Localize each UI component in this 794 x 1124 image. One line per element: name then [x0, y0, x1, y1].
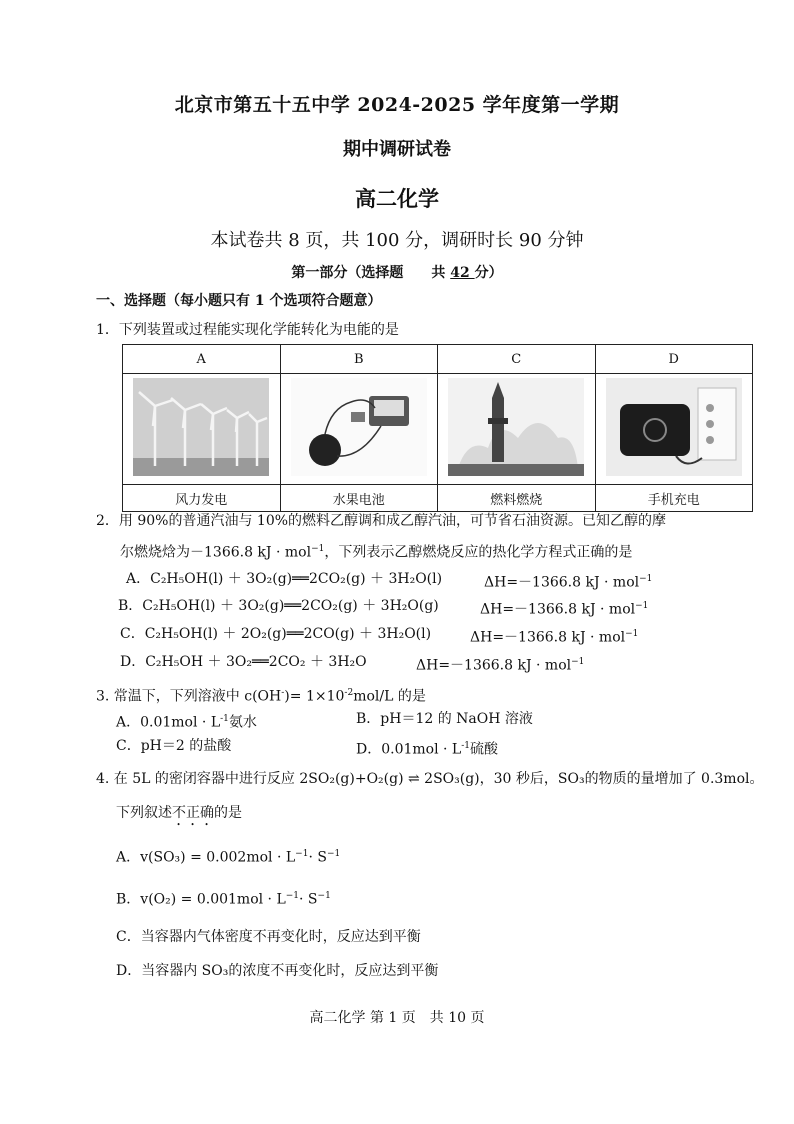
page-footer: 高二化学 第 1 页 共 10 页 [309, 1010, 485, 1026]
q4-option-a: A．$v(SO_3) = 0.002mol \cdot L^{-1}\cdot S^{-1}$ [116, 849, 341, 866]
caption-wind: 风力发电 [123, 485, 281, 512]
q2-option-d-dh: ΔH=－1366.8 kJ · mol$^{-1}$ [416, 657, 585, 674]
q3-option-d: D．$0.01mol \cdot L^{-1}$硫酸 [356, 741, 499, 758]
q2-option-a-dh: ΔH=－1366.8 kJ · mol$^{-1}$ [484, 574, 653, 591]
q3-option-b: B．pH＝12 的 NaOH 溶液 [356, 711, 533, 727]
q3-option-a: A．$0.01mol \cdot L^{-1}$氨水 [116, 714, 257, 731]
school-title: 北京市第五十五中学 2024-2025 学年度第一学期 [174, 94, 620, 116]
exam-info: 本试卷共 8 页，共 100 分，调研时长 90 分钟 [210, 230, 584, 251]
q4-option-c: C．当容器内气体密度不再变化时，反应达到平衡 [116, 929, 421, 945]
q4-stem: 4. 在 5L 的密闭容器中进行反应 2SO₂(g)+O₂(g) ⇌ 2SO₃(g)，30 秒后，SO₃的物质的量增加了 0.3mol。 [96, 771, 764, 787]
q2-option-c-dh: ΔH=－1366.8 kJ · mol$^{-1}$ [470, 629, 639, 646]
q1-stem: 1．下列装置或过程能实现化学能转化为电能的是 [96, 322, 399, 338]
option-c-header: C [438, 345, 596, 374]
phone-charging-image [606, 378, 742, 476]
q2-option-c: C．C₂H₅OH(l) ＋ 2O₂(g)══2CO(g) ＋ 3H₂O(l) [120, 626, 432, 642]
q3-option-c: C．pH＝2 的盐酸 [116, 738, 232, 754]
subject-title: 高二化学 [355, 186, 439, 211]
q2-option-b: B．C₂H₅OH(l) ＋ 3O₂(g)══2CO₂(g) ＋ 3H₂O(g) [118, 598, 439, 614]
option-d-header: D [595, 345, 753, 374]
wind-turbine-image [133, 378, 269, 476]
q1-options-table [122, 344, 753, 512]
q2-stem-line1: 2．用 90%的普通汽油与 10%的燃料乙醇调和成乙醇汽油，可节省石油资源。已知乙醇的摩 [96, 513, 667, 529]
exam-title: 期中调研试卷 [343, 139, 451, 160]
section-heading: 一、选择题（每小题只有 1 个选项符合题意） [96, 293, 382, 309]
q4-question: 下列叙述不正确的是 [116, 805, 242, 821]
part-score: 42 [450, 265, 475, 281]
q2-option-a: A．C₂H₅OH(l) ＋ 3O₂(g)══2CO₂(g) ＋ 3H₂O(l) [126, 571, 443, 587]
q2-stem-line2: 尔燃烧焓为－1366.8 kJ · mol$^{-1}$，下列表示乙醇燃烧反应的热化学方程式正确的是 [120, 544, 633, 561]
fruit-battery-image [291, 378, 427, 476]
caption-fuel-burning: 燃料燃烧 [438, 485, 596, 512]
option-b-header: B [280, 345, 438, 374]
option-a-header: A [123, 345, 281, 374]
q2-option-b-dh: ΔH=－1366.8 kJ · mol$^{-1}$ [480, 601, 649, 618]
q3-stem: 3. 常温下，下列溶液中 $c(OH^-)= 1\times 10^{-2}mol/L$ 的是 [96, 688, 426, 705]
fuel-burning-image [448, 378, 584, 476]
emphasis-not-correct: 不正确 [172, 805, 214, 821]
part-title: 第一部分（选择题 共 42 分） [291, 265, 503, 281]
caption-phone-charging: 手机充电 [595, 485, 753, 512]
caption-fruit-battery: 水果电池 [280, 485, 438, 512]
q4-option-d: D．当容器内 SO₃的浓度不再变化时，反应达到平衡 [116, 963, 439, 979]
q4-option-b: B．$v(O_2) = 0.001mol \cdot L^{-1}\cdot S^{-1}$ [116, 891, 331, 908]
q2-option-d: D．C₂H₅OH ＋ 3O₂══2CO₂ ＋ 3H₂O [120, 654, 367, 670]
